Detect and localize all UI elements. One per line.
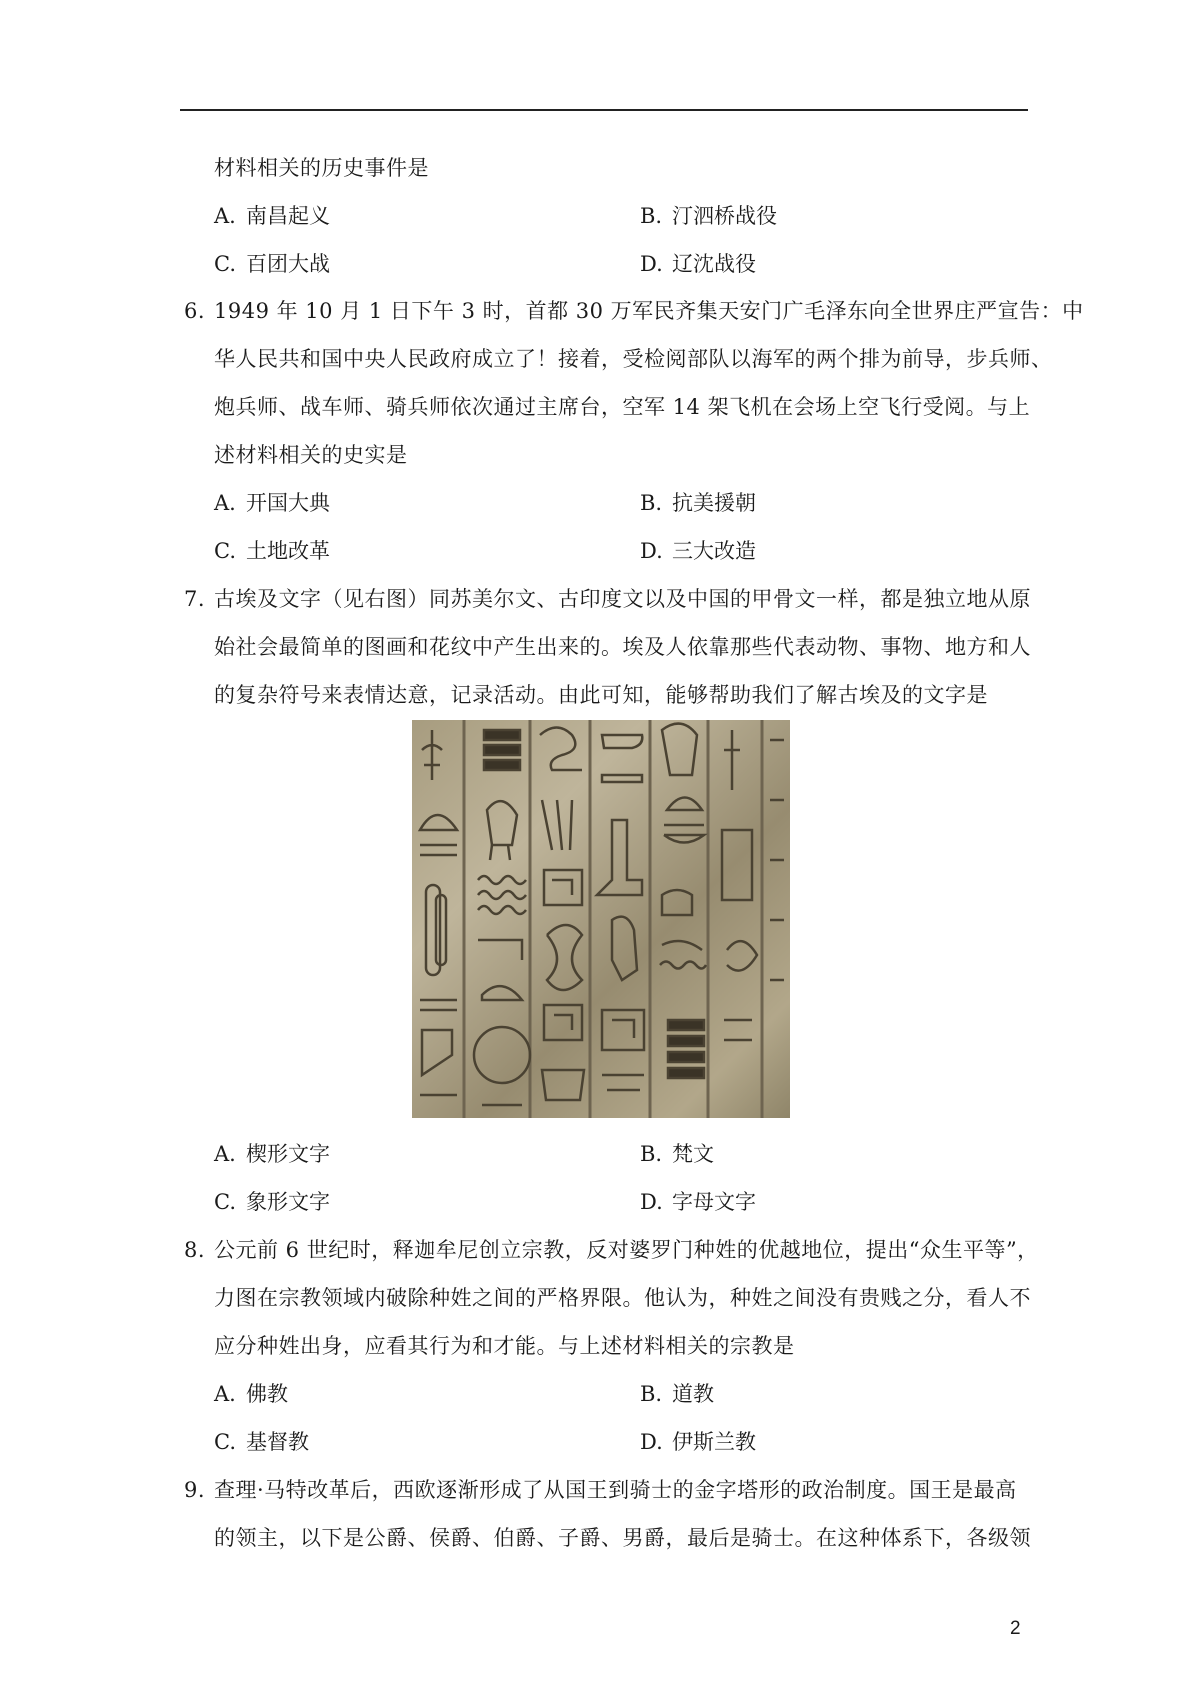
question-number: 9. (184, 1478, 206, 1502)
q6-text: 1949 年 10 月 1 日下午 3 时，首都 30 万军民齐集天安门广毛泽东向全世界庄严宣告：中 (214, 299, 1084, 323)
option-letter: C. (214, 1430, 236, 1454)
q8-text: 公元前 6 世纪时，释迦牟尼创立宗教，反对婆罗门种姓的优越地位，提出“众生平等”， (214, 1238, 1039, 1262)
option-letter: C. (214, 1190, 236, 1214)
hieroglyph-carving (412, 720, 790, 1118)
q7-option-b[interactable] (640, 1140, 714, 1168)
option-text: 字母文字 (672, 1190, 756, 1214)
q8-option-c[interactable] (214, 1428, 309, 1456)
option-letter: A. (214, 1382, 236, 1406)
option-text: 道教 (672, 1382, 714, 1406)
q6-option-c[interactable] (214, 537, 330, 565)
q7-line-2: 始社会最简单的图画和花纹中产生出来的。埃及人依靠那些代表动物、事物、地方和人 (214, 635, 1031, 659)
q6-option-d[interactable] (640, 537, 756, 565)
option-letter: D. (640, 1190, 663, 1214)
q9-line-1 (184, 1476, 1017, 1504)
option-text: 梵文 (672, 1142, 714, 1166)
option-text: 南昌起义 (246, 204, 330, 228)
q6-line-1 (184, 297, 1084, 325)
q5-option-a[interactable] (214, 202, 330, 230)
option-text: 百团大战 (246, 252, 330, 276)
option-text: 伊斯兰教 (672, 1430, 756, 1454)
q7-line-3: 的复杂符号来表情达意，记录活动。由此可知，能够帮助我们了解古埃及的文字是 (214, 683, 988, 707)
option-letter: B. (640, 204, 663, 228)
q5-option-c[interactable] (214, 250, 330, 278)
option-text: 三大改造 (672, 539, 756, 563)
q7-text: 古埃及文字（见右图）同苏美尔文、古印度文以及中国的甲骨文一样，都是独立地从原 (214, 587, 1031, 611)
option-letter: B. (640, 491, 663, 515)
q8-option-a[interactable] (214, 1380, 288, 1408)
q7-option-d[interactable] (640, 1188, 756, 1216)
q6-option-b[interactable] (640, 489, 756, 517)
q7-option-c[interactable] (214, 1188, 330, 1216)
option-text: 楔形文字 (246, 1142, 330, 1166)
q8-line-3: 应分种姓出身，应看其行为和才能。与上述材料相关的宗教是 (214, 1334, 795, 1358)
egyptian-hieroglyphs-image (412, 720, 790, 1118)
option-letter: C. (214, 252, 236, 276)
question-number: 6. (184, 299, 206, 323)
option-text: 象形文字 (246, 1190, 330, 1214)
q5-stem-tail: 材料相关的历史事件是 (214, 156, 429, 180)
q5-option-d[interactable] (640, 250, 756, 278)
q9-text: 查理·马特改革后，西欧逐渐形成了从国王到骑士的金字塔形的政治制度。国王是最高 (214, 1478, 1017, 1502)
option-text: 抗美援朝 (672, 491, 756, 515)
option-letter: D. (640, 252, 663, 276)
q6-line-4: 述材料相关的史实是 (214, 443, 408, 467)
q8-line-1 (184, 1236, 1039, 1264)
option-text: 辽沈战役 (672, 252, 756, 276)
q7-option-a[interactable] (214, 1140, 330, 1168)
q8-line-2: 力图在宗教领域内破除种姓之间的严格界限。他认为，种姓之间没有贵贱之分，看人不 (214, 1286, 1031, 1310)
q7-line-1 (184, 585, 1031, 613)
q6-line-3: 炮兵师、战车师、骑兵师依次通过主席台，空军 14 架飞机在会场上空飞行受阅。与上 (214, 395, 1031, 419)
q5-option-b[interactable] (640, 202, 777, 230)
option-text: 汀泗桥战役 (672, 204, 777, 228)
option-letter: C. (214, 539, 236, 563)
header-rule (180, 109, 1028, 111)
question-number: 8. (184, 1238, 206, 1262)
page-number: 2 (1010, 1618, 1021, 1639)
option-letter: A. (214, 204, 236, 228)
q6-line-2: 华人民共和国中央人民政府成立了！接着，受检阅部队以海军的两个排为前导，步兵师、 (214, 347, 1053, 371)
option-letter: A. (214, 1142, 236, 1166)
option-letter: B. (640, 1142, 663, 1166)
q6-option-a[interactable] (214, 489, 330, 517)
option-text: 佛教 (246, 1382, 288, 1406)
q8-option-b[interactable] (640, 1380, 714, 1408)
option-text: 开国大典 (246, 491, 330, 515)
option-text: 土地改革 (246, 539, 330, 563)
option-letter: A. (214, 491, 236, 515)
option-letter: D. (640, 1430, 663, 1454)
question-number: 7. (184, 587, 206, 611)
q8-option-d[interactable] (640, 1428, 756, 1456)
option-letter: B. (640, 1382, 663, 1406)
option-letter: D. (640, 539, 663, 563)
q9-line-2: 的领主，以下是公爵、侯爵、伯爵、子爵、男爵，最后是骑士。在这种体系下，各级领 (214, 1526, 1031, 1550)
option-text: 基督教 (246, 1430, 309, 1454)
